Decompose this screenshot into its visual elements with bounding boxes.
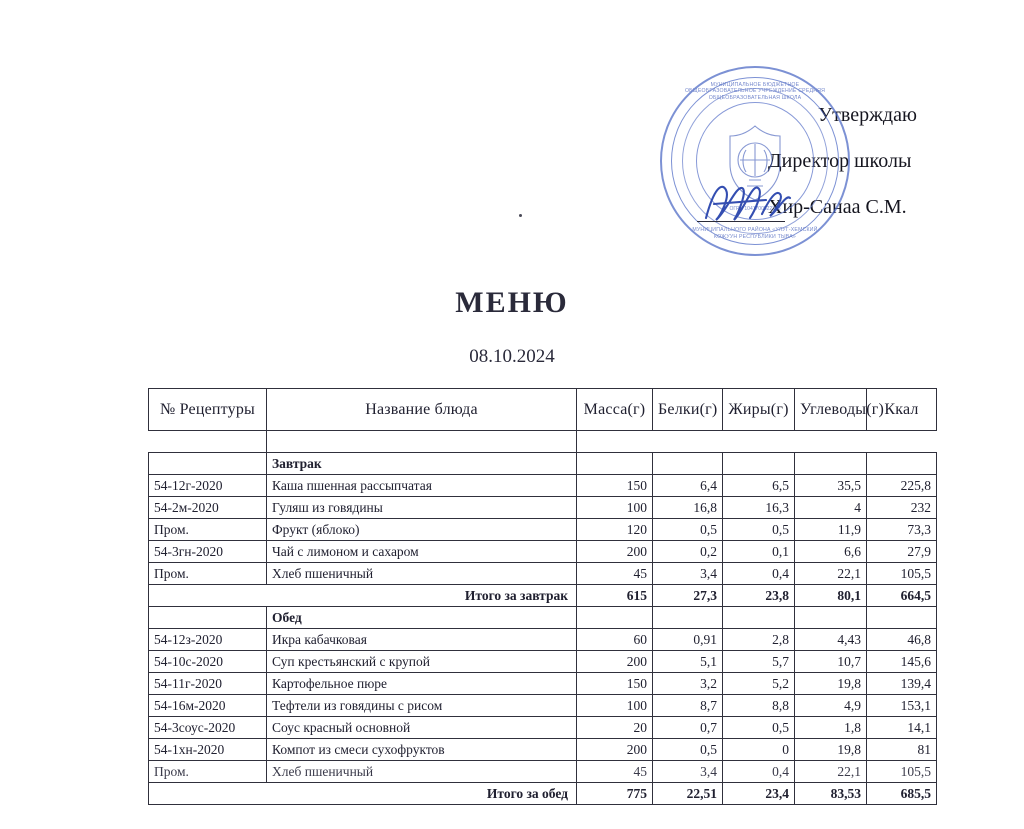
total-protein: 27,3: [653, 585, 723, 607]
cell-protein: 0,5: [653, 739, 723, 761]
cell-carbs: 6,6: [795, 541, 867, 563]
total-kcal: 664,5: [867, 585, 937, 607]
cell-kcal: 14,1: [867, 717, 937, 739]
cell-protein: 3,2: [653, 673, 723, 695]
cell-kcal: 81: [867, 739, 937, 761]
cell-dish: Компот из смеси сухофруктов: [267, 739, 577, 761]
total-label: Итого за обед: [267, 783, 577, 805]
cell-mass: 100: [577, 497, 653, 519]
gap-cell: [723, 431, 795, 453]
table-gap-row: [149, 431, 937, 453]
cell-carbs: 4,43: [795, 629, 867, 651]
section-blank: [867, 607, 937, 629]
section-header-row: [149, 607, 937, 629]
column-header-kcal: Ккал: [867, 389, 937, 431]
section-total-row: [149, 783, 937, 805]
section-blank: [867, 453, 937, 475]
section-label: Обед: [267, 607, 577, 629]
column-header-recipe: № Рецептуры: [149, 389, 267, 431]
cell-carbs: 22,1: [795, 563, 867, 585]
cell-protein: 0,91: [653, 629, 723, 651]
cell-recipe: 54-10с-2020: [149, 651, 267, 673]
section-total-row: [149, 585, 937, 607]
cell-mass: 60: [577, 629, 653, 651]
cell-kcal: 105,5: [867, 563, 937, 585]
cell-carbs: 19,8: [795, 739, 867, 761]
cell-protein: 0,7: [653, 717, 723, 739]
total-mass: 615: [577, 585, 653, 607]
cell-protein: 16,8: [653, 497, 723, 519]
cell-fat: 5,2: [723, 673, 795, 695]
total-kcal: 685,5: [867, 783, 937, 805]
cell-protein: 5,1: [653, 651, 723, 673]
table-row: [149, 695, 937, 717]
gap-cell: [795, 431, 867, 453]
cell-fat: 0,4: [723, 563, 795, 585]
cell-protein: 6,4: [653, 475, 723, 497]
table-row: [149, 541, 937, 563]
cell-mass: 100: [577, 695, 653, 717]
table-body: [149, 431, 937, 805]
stamp-ogrn: ОГРН 1041700522308: [729, 206, 781, 212]
total-fat: 23,8: [723, 585, 795, 607]
cell-mass: 150: [577, 673, 653, 695]
cell-fat: 0,5: [723, 717, 795, 739]
stray-mark: [519, 214, 522, 217]
section-blank: [653, 453, 723, 475]
cell-carbs: 11,9: [795, 519, 867, 541]
section-label: Завтрак: [267, 453, 577, 475]
cell-fat: 2,8: [723, 629, 795, 651]
cell-dish: Суп крестьянский с крупой: [267, 651, 577, 673]
total-mass: 775: [577, 783, 653, 805]
cell-fat: 5,7: [723, 651, 795, 673]
cell-mass: 200: [577, 541, 653, 563]
cell-recipe: 54-2м-2020: [149, 497, 267, 519]
cell-kcal: 46,8: [867, 629, 937, 651]
total-fat: 23,4: [723, 783, 795, 805]
cell-mass: 200: [577, 651, 653, 673]
cell-kcal: 73,3: [867, 519, 937, 541]
cell-kcal: 145,6: [867, 651, 937, 673]
cell-dish: Каша пшенная рассыпчатая: [267, 475, 577, 497]
cell-kcal: 225,8: [867, 475, 937, 497]
cell-recipe: 54-3гн-2020: [149, 541, 267, 563]
cell-dish: Икра кабачковая: [267, 629, 577, 651]
cell-mass: 45: [577, 761, 653, 783]
total-carbs: 83,53: [795, 783, 867, 805]
cell-carbs: 4,9: [795, 695, 867, 717]
approval-label: Утверждаю: [818, 104, 917, 126]
gap-cell: [577, 431, 653, 453]
section-blank: [577, 607, 653, 629]
gap-cell: [267, 431, 577, 453]
document-date: 08.10.2024: [469, 346, 555, 367]
approval-name: Хир-Санаа С.М.: [768, 196, 907, 218]
cell-kcal: 139,4: [867, 673, 937, 695]
table-row: [149, 739, 937, 761]
cell-carbs: 4: [795, 497, 867, 519]
column-header-mass: Масса(г): [577, 389, 653, 431]
cell-kcal: 153,1: [867, 695, 937, 717]
total-protein: 22,51: [653, 783, 723, 805]
cell-mass: 200: [577, 739, 653, 761]
table-row: [149, 761, 937, 783]
total-blank: [149, 585, 267, 607]
column-header-protein: Белки(г): [653, 389, 723, 431]
cell-kcal: 27,9: [867, 541, 937, 563]
cell-protein: 3,4: [653, 563, 723, 585]
section-blank: [723, 607, 795, 629]
cell-dish: Хлеб пшеничный: [267, 761, 577, 783]
table-row: [149, 717, 937, 739]
table-head: [149, 389, 937, 431]
section-recipe-blank: [149, 453, 267, 475]
cell-mass: 150: [577, 475, 653, 497]
cell-dish: Картофельное пюре: [267, 673, 577, 695]
section-blank: [795, 607, 867, 629]
section-blank: [723, 453, 795, 475]
section-header-row: [149, 453, 937, 475]
cell-protein: 3,4: [653, 761, 723, 783]
table-row: [149, 497, 937, 519]
cell-dish: Гуляш из говядины: [267, 497, 577, 519]
table-row: [149, 563, 937, 585]
total-blank: [149, 783, 267, 805]
gap-cell: [653, 431, 723, 453]
page-title: МЕНЮ: [455, 286, 569, 319]
menu-table-container: [148, 388, 936, 805]
stamp-bottom-text: МУНИЦИПАЛЬНОГО РАЙОНА «УЛУГ-ХЕМСКИЙ КОЖУУН РЕСПУБЛИКИ ТЫВА»: [692, 227, 818, 240]
cell-dish: Тефтели из говядины с рисом: [267, 695, 577, 717]
cell-recipe: 54-3соус-2020: [149, 717, 267, 739]
cell-dish: Чай с лимоном и сахаром: [267, 541, 577, 563]
section-recipe-blank: [149, 607, 267, 629]
cell-recipe: Пром.: [149, 519, 267, 541]
total-carbs: 80,1: [795, 585, 867, 607]
gap-cell: [867, 431, 937, 453]
table-row: [149, 673, 937, 695]
cell-mass: 120: [577, 519, 653, 541]
approval-position: Директор школы: [768, 150, 912, 172]
table-row: [149, 475, 937, 497]
cell-mass: 20: [577, 717, 653, 739]
cell-recipe: 54-12з-2020: [149, 629, 267, 651]
cell-dish: Хлеб пшеничный: [267, 563, 577, 585]
column-header-carbs: Углеводы(г): [795, 389, 867, 431]
cell-recipe: 54-11г-2020: [149, 673, 267, 695]
menu-table: [148, 388, 937, 805]
cell-mass: 45: [577, 563, 653, 585]
cell-fat: 0: [723, 739, 795, 761]
table-row: [149, 651, 937, 673]
column-header-dish: Название блюда: [267, 389, 577, 431]
cell-recipe: Пром.: [149, 761, 267, 783]
cell-recipe: 54-16м-2020: [149, 695, 267, 717]
gap-cell: [149, 431, 267, 453]
cell-carbs: 22,1: [795, 761, 867, 783]
column-header-fat: Жиры(г): [723, 389, 795, 431]
cell-recipe: 54-1хн-2020: [149, 739, 267, 761]
table-row: [149, 629, 937, 651]
cell-carbs: 35,5: [795, 475, 867, 497]
cell-fat: 6,5: [723, 475, 795, 497]
table-header-row: [149, 389, 937, 431]
cell-dish: Соус красный основной: [267, 717, 577, 739]
cell-protein: 8,7: [653, 695, 723, 717]
section-blank: [577, 453, 653, 475]
total-label: Итого за завтрак: [267, 585, 577, 607]
section-blank: [795, 453, 867, 475]
cell-fat: 0,5: [723, 519, 795, 541]
cell-protein: 0,5: [653, 519, 723, 541]
cell-carbs: 19,8: [795, 673, 867, 695]
cell-kcal: 232: [867, 497, 937, 519]
stamp-top-text: МУНИЦИПАЛЬНОЕ БЮДЖЕТНОЕ ОБЩЕОБРАЗОВАТЕЛЬНОЕ УЧРЕЖДЕНИЕ СРЕДНЯЯ ОБЩЕОБРАЗОВАТЕЛЬНАЯ ШКОЛА: [684, 82, 826, 101]
signature-line: [697, 221, 785, 222]
cell-fat: 0,4: [723, 761, 795, 783]
cell-dish: Фрукт (яблоко): [267, 519, 577, 541]
cell-protein: 0,2: [653, 541, 723, 563]
cell-fat: 8,8: [723, 695, 795, 717]
cell-recipe: 54-12г-2020: [149, 475, 267, 497]
cell-carbs: 1,8: [795, 717, 867, 739]
cell-fat: 0,1: [723, 541, 795, 563]
cell-carbs: 10,7: [795, 651, 867, 673]
cell-fat: 16,3: [723, 497, 795, 519]
cell-kcal: 105,5: [867, 761, 937, 783]
table-row: [149, 519, 937, 541]
section-blank: [653, 607, 723, 629]
cell-recipe: Пром.: [149, 563, 267, 585]
